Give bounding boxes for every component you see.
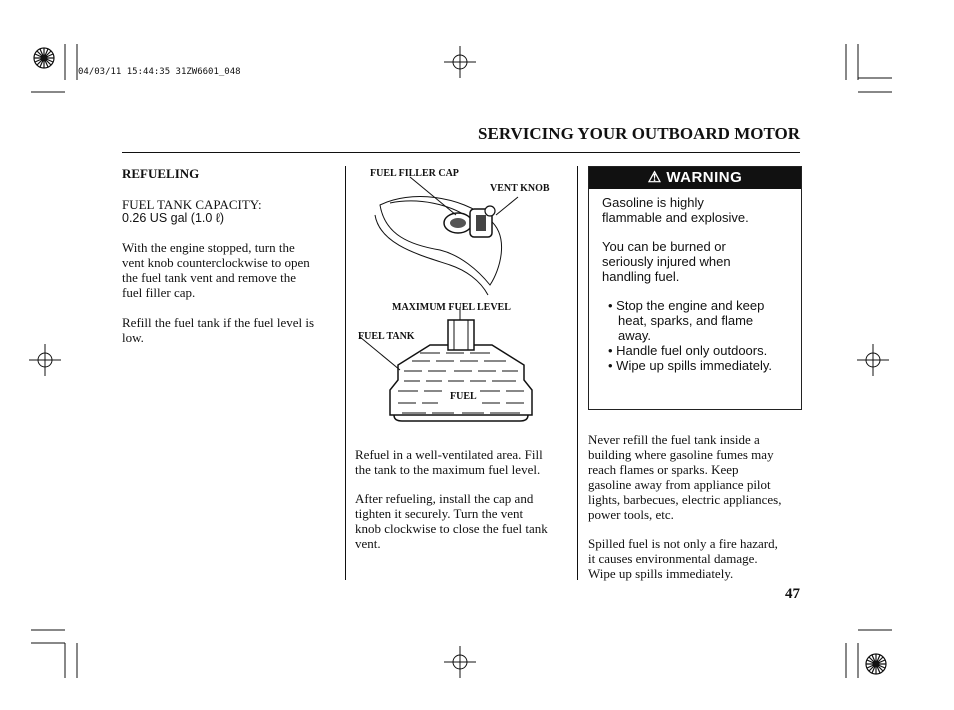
warning-bullet-list: [602, 298, 789, 373]
capacity-label: FUEL TANK CAPACITY:: [122, 197, 262, 212]
ventilation-instructions: Refuel in a well-ventilated area. Fill the tank to the maximum fuel level.: [355, 447, 543, 477]
warning-triangle-icon: ⚠: [647, 169, 662, 186]
starburst-mark-top: [34, 48, 54, 68]
warning-bullet: • Handle fuel only outdoors.: [608, 343, 768, 358]
warning-bullet: • Stop the engine and keep heat, sparks, and flame away.: [608, 298, 765, 343]
capacity-value: 0.26 US gal (1.0 ℓ): [122, 211, 225, 225]
label-fuel: FUEL: [450, 391, 477, 402]
starburst-mark-bottom: [866, 654, 886, 674]
print-stamp: 04/03/11 15:44:35 31ZW6601_048: [78, 67, 241, 77]
warning-header: [589, 167, 801, 189]
indoor-refill-warning: Never refill the fuel tank inside a building where gasoline fumes may reach flames or sparks. Keep gasoline away from appliance pilot lights, barbecues, electric appliances, power tools, etc.: [588, 432, 782, 522]
page-title: SERVICING YOUR OUTBOARD MOTOR: [478, 124, 800, 143]
column-divider-right: [577, 166, 578, 580]
label-fuel-tank: FUEL TANK: [358, 331, 415, 342]
warning-box: [588, 166, 802, 410]
refill-note: Refill the fuel tank if the fuel level is low.: [122, 315, 315, 345]
label-fuel-filler-cap: FUEL FILLER CAP: [370, 168, 459, 179]
warning-text-flammable: Gasoline is highly flammable and explosive.: [602, 195, 749, 225]
warning-text-injury: You can be burned or seriously injured when handling fuel.: [602, 239, 731, 284]
page-number: 47: [785, 586, 800, 602]
section-heading: REFUELING: [122, 166, 200, 181]
label-maximum-fuel-level: MAXIMUM FUEL LEVEL: [392, 302, 511, 313]
label-vent-knob: VENT KNOB: [490, 183, 550, 194]
warning-bullet: • Wipe up spills immediately.: [608, 358, 772, 373]
cap-instructions: After refueling, install the cap and tighten it securely. Turn the vent knob clockwise to close the fuel tank vent.: [355, 491, 548, 551]
header-rule: [122, 152, 800, 153]
warning-title: WARNING: [666, 169, 743, 186]
refuel-instructions: With the engine stopped, turn the vent knob counterclockwise to open the fuel tank vent and remove the fuel filler cap.: [122, 240, 310, 300]
spill-warning: Spilled fuel is not only a fire hazard, it causes environmental damage. Wipe up spills immediately.: [588, 536, 778, 581]
column-divider-left: [345, 166, 346, 580]
